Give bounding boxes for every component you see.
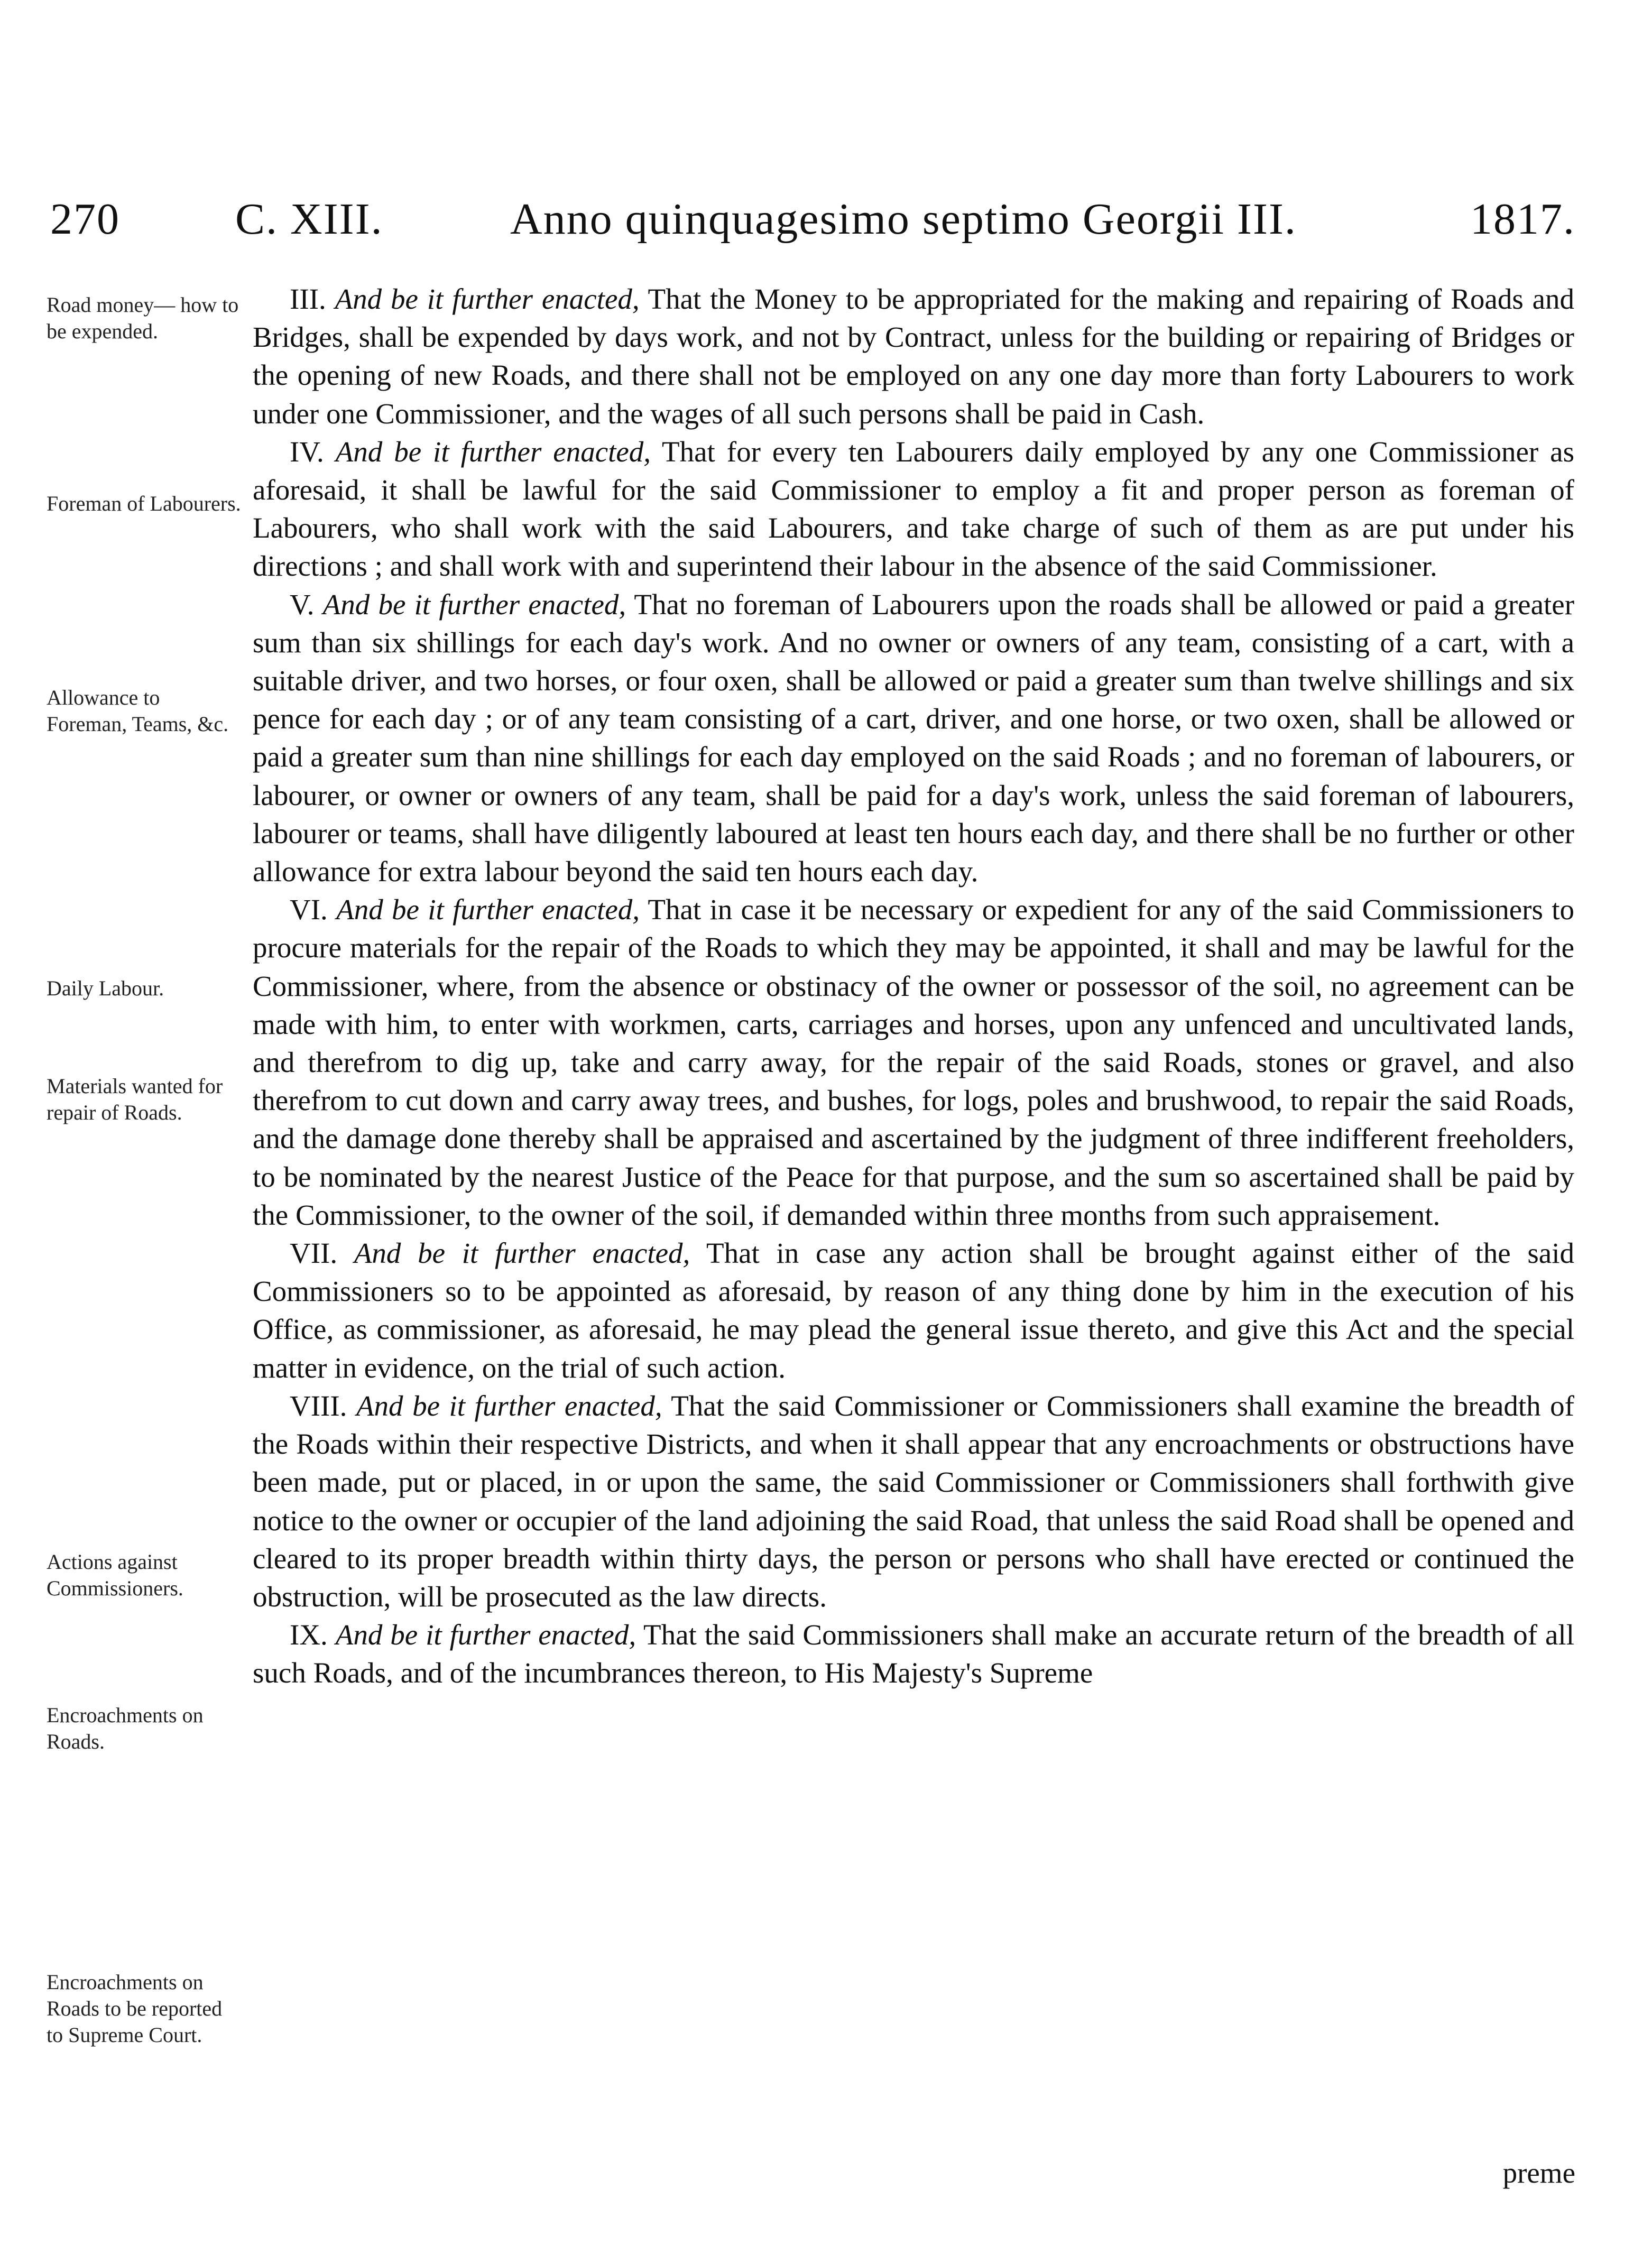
enacting-formula: And be it further enacted,	[335, 1619, 636, 1651]
enacting-formula: And be it further enacted,	[356, 1389, 662, 1422]
running-title: Anno quinquagesimo septimo Georgii III.	[510, 195, 1297, 244]
section-text: That in case any action shall be brought against either of the said Commissioners so to be appointed as aforesaid, by reason of any thing done by him in the execution of his Office, as commissioner, as aforesaid, he may plead the general issue thereto, and give this Act and the special matter in evidence, on the trial of such action.	[253, 1237, 1574, 1384]
enacting-formula: And be it further enacted,	[335, 283, 640, 315]
section-number: III.	[290, 283, 326, 315]
margin-note-road-money: Road money— how to be expended.	[47, 293, 239, 343]
header-year: 1817.	[1470, 195, 1575, 244]
section-paragraph	[253, 1234, 1574, 1387]
section-number: V.	[290, 588, 315, 621]
enacting-formula: And be it further enacted,	[354, 1237, 690, 1270]
margin-note-encroachments-reported: Encroachments on Roads to be reported to Supreme Court.	[47, 1970, 223, 2047]
section-text: That the Money to be appropriated for the making and repairing of Roads and Bridges, shall be expended by days work, and not by Contract, unless for the building or repairing of Bridges or the opening of new Roads, and there shall not be employed on any one day more than forty Labourers to work under one Commissioner, and the wages of all such persons shall be paid in Cash.	[253, 283, 1574, 430]
section-number: VII.	[290, 1237, 338, 1270]
section-text: That in case it be necessary or expedient for any of the said Commissioners to procure materials for the repair of the Roads to which they may be appointed, it shall and may be lawful for the Commissioner, where, from the absence or obstinacy of the owner or possessor of the soil, no agreement can be made with him, to enter with workmen, carts, carriages and horses, upon any unfenced and uncultivated lands, and therefrom to dig up, take and carry away, for the repair of the said Roads, stones or gravel, and also therefrom to cut down and carry away trees, and bushes, for logs, poles and brushwood, to repair the said Roads, and the damage done thereby shall be appraised and ascertained by the judgment of three indifferent freeholders, to be nominated by the nearest Justice of the Peace for that purpose, and the sum so ascertained shall be paid by the Commissioner, to the owner of the soil, if demanded within three months from such appraisement.	[253, 893, 1574, 1231]
section-paragraph	[253, 1387, 1574, 1616]
margin-note-daily-labour: Daily Labour.	[47, 976, 164, 1000]
section-number: IV.	[290, 435, 324, 468]
section-text: That for every ten Labourers daily employed by any one Commissioner as aforesaid, it shall be lawful for the said Commissioner to employ a fit and proper person as foreman of Labourers, who shall work with the said Labourers, and take charge of such of them as are put under his directions ; and shall work with and superintend their labour in the absence of the said Commissioner.	[253, 435, 1574, 583]
section-text: That the said Commissioner or Commissioners shall examine the breadth of the Roads within their respective Districts, and when it shall appear that any encroachments or obstructions have been made, put or placed, in or upon the same, the said Commissioner or Commissioners shall forthwith give notice to the owner or occupier of the land adjoining the said Road, that unless the said Road shall be opened and cleared to its proper breadth within thirty days, the person or persons who shall have erected or continued the obstruction, will be prosecuted as the law directs.	[253, 1389, 1574, 1613]
margin-note-materials: Materials wanted for repair of Roads.	[47, 1074, 223, 1124]
margin-note-allowance: Allowance to Foreman, Teams, &c.	[47, 686, 229, 736]
margin-note-encroachments: Encroachments on Roads.	[47, 1703, 204, 1753]
page-number: 270	[50, 195, 120, 244]
section-number: VIII.	[290, 1389, 347, 1422]
section-paragraph	[253, 891, 1574, 1234]
section-text: That the said Commissioners shall make an accurate return of the breadth of all such Roads, and of the incumbrances thereon, to His Majesty's Supreme	[253, 1619, 1574, 1689]
enacting-formula: And be it further enacted,	[322, 588, 626, 621]
enacting-formula: And be it further enacted,	[335, 435, 651, 468]
section-paragraph	[253, 433, 1574, 586]
section-text: That no foreman of Labourers upon the roads shall be allowed or paid a greater sum than six shillings for each day's work. And no owner or owners of any team, consisting of a cart, with a suitable driver, and two horses, or four oxen, shall be allowed or paid a greater sum than twelve shillings and six pence for each day ; or of any team consisting of a cart, driver, and one horse, or two oxen, shall be allowed or paid a greater sum than nine shillings for each day employed on the said Roads ; and no foreman of labourers, or labourer, or owner or owners of any team, shall be paid for a day's work, unless the said foreman of labourers, labourer or teams, shall have diligently laboured at least ten hours each day, and there shall be no further or other allowance for extra labour beyond the said ten hours each day.	[253, 588, 1575, 888]
catchword: preme	[1502, 2157, 1575, 2189]
section-paragraph	[253, 586, 1574, 891]
section-number: VI.	[290, 893, 328, 926]
enacting-formula: And be it further enacted,	[336, 893, 640, 926]
body-text	[253, 280, 1574, 1693]
margin-note-foreman: Foreman of Labourers.	[47, 492, 241, 515]
section-number: IX.	[290, 1619, 328, 1651]
section-paragraph	[253, 280, 1574, 433]
chapter-number: C. XIII.	[235, 195, 383, 244]
margin-note-actions: Actions against Commissioners.	[47, 1550, 183, 1600]
running-header	[50, 188, 1575, 251]
section-paragraph	[253, 1616, 1574, 1692]
